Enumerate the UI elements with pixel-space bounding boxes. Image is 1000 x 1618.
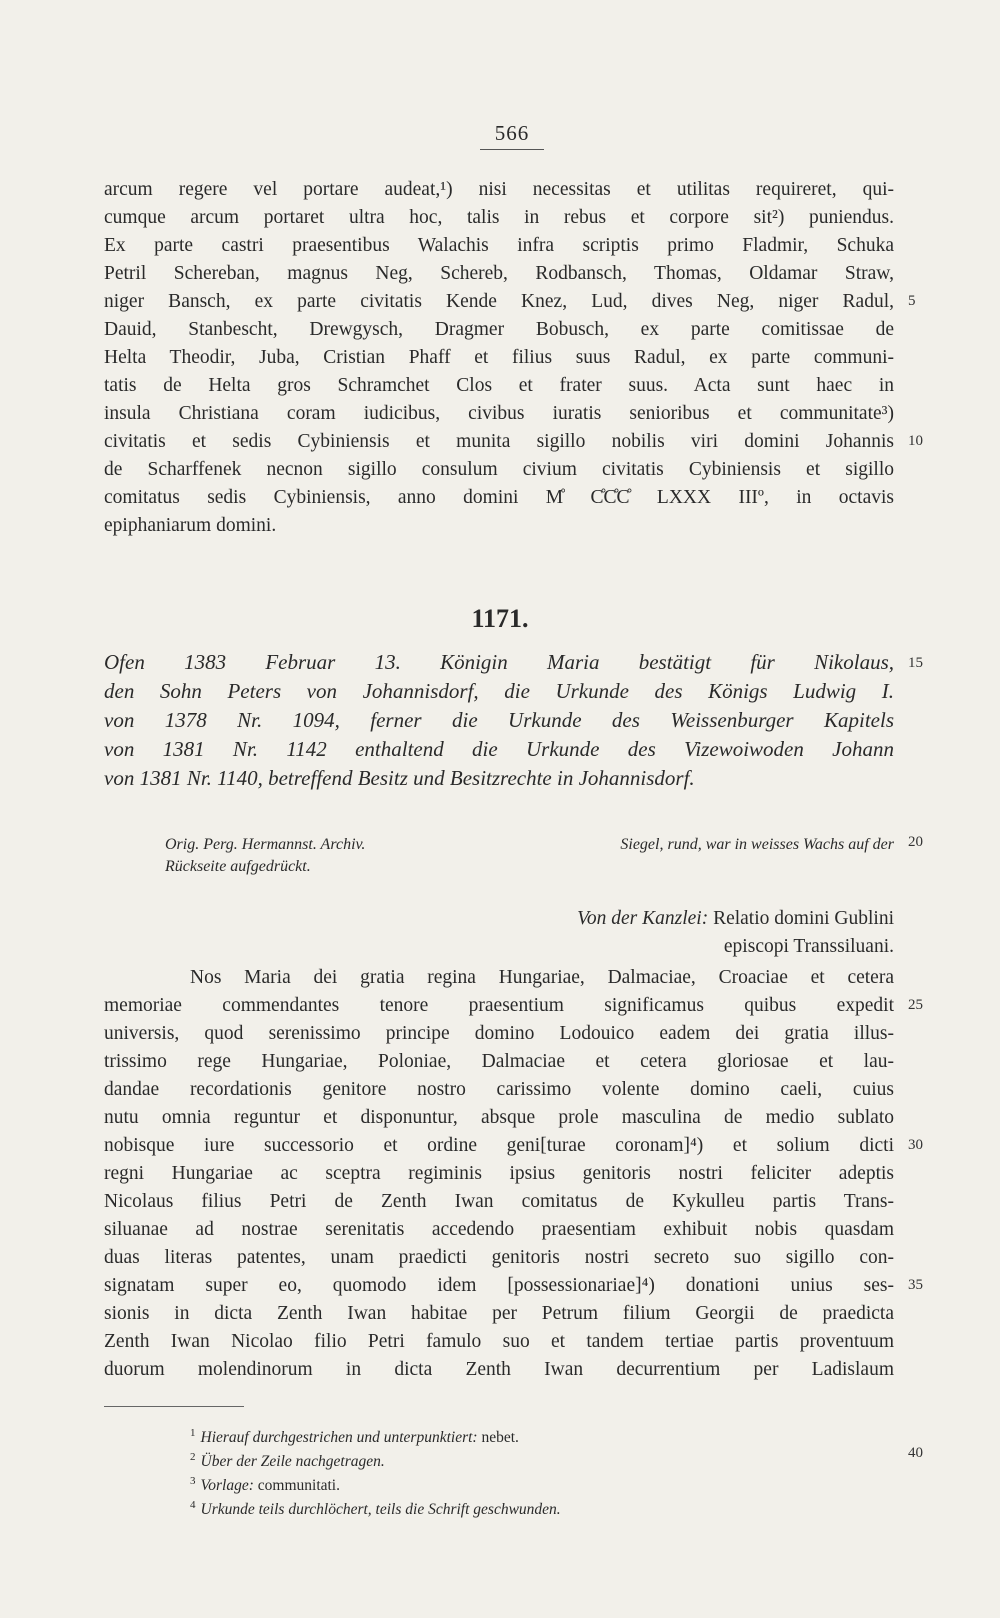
page-number: 566 <box>480 121 544 150</box>
chancery-note-continued: episcopi Transsiluani. <box>723 936 894 957</box>
text-line: Nos Maria dei gratia regina Hungariae, Dalmaciae, Croaciae et cetera <box>190 967 894 988</box>
text-line: universis, quod serenissimo principe domino Lodouico eadem dei gratia illus- <box>104 1023 894 1044</box>
text-line: Nicolaus filius Petri de Zenth Iwan comitatus de Kykulleu partis Trans- <box>104 1191 894 1212</box>
text-line: siluanae ad nostrae serenitatis accedendo praesentiam exhibuit nobis quasdam <box>104 1219 894 1240</box>
line-number: 35 <box>908 1277 923 1293</box>
text-line: nobisque iure successorio et ordine geni[turae coronam]⁴) et solium dicti <box>104 1135 894 1156</box>
text-line: memoriae commendantes tenore praesentium significamus quibus expedit <box>104 995 894 1016</box>
text-line: comitatus sedis Cybiniensis, anno domini M̊ C̊C̊C̊ LXXX IIIº, in octavis <box>104 487 894 508</box>
footnote-mark: 1 <box>190 1427 196 1439</box>
rubric-line: von 1381 Nr. 1142 enthaltend die Urkunde des Vizewoiwoden Johann <box>104 737 894 761</box>
text-line: Dauid, Stanbescht, Drewgysch, Dragmer Bobusch, ex parte comitissae de <box>104 319 894 340</box>
line-number: 15 <box>908 655 923 671</box>
text-line: arcum regere vel portare audeat,¹) nisi necessitas et utilitas requireret, qui- <box>104 179 894 200</box>
line-number: 20 <box>908 834 923 850</box>
text-line: cumque arcum portaret ultra hoc, talis in rebus et corpore sit²) puniendus. <box>104 207 894 228</box>
footnote-divider <box>104 1406 244 1407</box>
text-line: niger Bansch, ex parte civitatis Kende Knez, Lud, dives Neg, niger Radul, <box>104 291 894 312</box>
text-line: insula Christiana coram iudicibus, civibus iuratis senioribus et communitate³) <box>104 403 894 424</box>
text-line: nutu omnia reguntur et disponuntur, absque prole masculina de medio sublato <box>104 1107 894 1128</box>
text-line: Petril Schereban, magnus Neg, Schereb, Rodbansch, Thomas, Oldamar Straw, <box>104 263 894 284</box>
footnote: $^4$ Urkunde teils durchlöchert, teils die Schrift geschwunden. <box>190 1499 561 1519</box>
text-line: civitatis et sedis Cybiniensis et munita sigillo nobilis viri domini Johannis <box>104 431 894 452</box>
line-number: 30 <box>908 1137 923 1153</box>
rubric-line: von 1378 Nr. 1094, ferner die Urkunde des Weissenburger Kapitels <box>104 708 894 732</box>
text-line: epiphaniarum domini. <box>104 515 277 536</box>
line-number: 40 <box>908 1445 923 1461</box>
source-note: Orig. Perg. Hermannst. Archiv. <box>165 836 366 853</box>
text-line: Zenth Iwan Nicolao filio Petri famulo suo et tandem tertiae partis proventuum <box>104 1331 894 1352</box>
text-line: dandae recordationis genitore nostro carissimo volente domino caeli, cuius <box>104 1079 894 1100</box>
footnote: $^1$ Hierauf durchgestrichen und unterpunktiert: nebet. <box>190 1427 519 1447</box>
text-line: duorum molendinorum in dicta Zenth Iwan decurrentium per Ladislaum <box>104 1359 894 1380</box>
footnote-mark: 2 <box>190 1451 196 1463</box>
line-number: 10 <box>908 433 923 449</box>
text-line: signatam super eo, quomodo idem [possessionariae]⁴) donationi unius ses- <box>104 1275 894 1296</box>
text-line: tatis de Helta gros Schramchet Clos et frater suus. Acta sunt haec in <box>104 375 894 396</box>
footnote-mark: 4 <box>190 1499 196 1511</box>
chancery-text: Relatio domini Gublini <box>713 908 894 929</box>
text-line: sionis in dicta Zenth Iwan habitae per Petrum filium Georgii de praedicta <box>104 1303 894 1324</box>
footnote: $^2$ Über der Zeile nachgetragen. <box>190 1451 385 1471</box>
seal-note-continued: Rückseite aufgedrückt. <box>165 858 311 875</box>
line-number: 25 <box>908 997 923 1013</box>
text-line: duas literas patentes, unam praedicti genitoris nostri secreto suo sigillo con- <box>104 1247 894 1268</box>
chancery-note <box>104 905 894 933</box>
text-line: regni Hungariae ac sceptra regiminis ipsius genitoris nostri feliciter adeptis <box>104 1163 894 1184</box>
rubric-line: Ofen 1383 Februar 13. Königin Maria bestätigt für Nikolaus, <box>104 650 894 674</box>
footnote: $^3$ Vorlage: communitati. <box>190 1475 340 1495</box>
text-line: trissimo rege Hungariae, Poloniae, Dalmaciae et cetera gloriosae et lau- <box>104 1051 894 1072</box>
rubric-line: den Sohn Peters von Johannisdorf, die Urkunde des Königs Ludwig I. <box>104 679 894 703</box>
chancery-label: Von der Kanzlei: <box>577 908 709 929</box>
document-number: 1171. <box>471 604 529 633</box>
text-line: de Scharffenek necnon sigillo consulum civium civitatis Cybiniensis et sigillo <box>104 459 894 480</box>
text-line: Helta Theodir, Juba, Cristian Phaff et filius suus Radul, ex parte communi- <box>104 347 894 368</box>
text-line: Ex parte castri praesentibus Walachis infra scriptis primo Fladmir, Schuka <box>104 235 894 256</box>
rubric-line: von 1381 Nr. 1140, betreffend Besitz und Besitzrechte in Johannisdorf. <box>104 766 695 790</box>
seal-note: Siegel, rund, war in weisses Wachs auf der <box>620 836 894 853</box>
footnote-mark: 3 <box>190 1475 196 1487</box>
line-number: 5 <box>908 293 916 309</box>
